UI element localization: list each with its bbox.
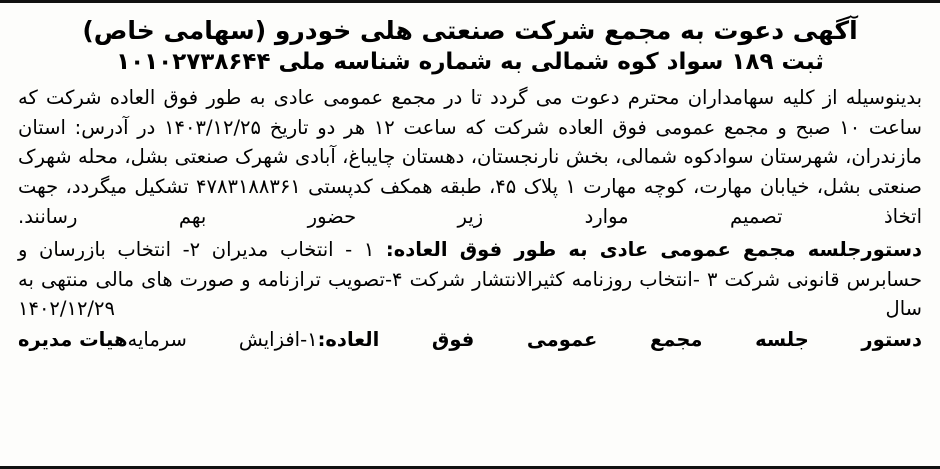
agenda-extraordinary-items: ۱-افزایش سرمایه [127, 328, 318, 351]
notice-headline: آگهی دعوت به مجمع شرکت صنعتی هلی خودرو (سهامی خاص) [82, 16, 858, 45]
agenda-ordinary-label: دستورجلسه مجمع عمومی عادی به طور فوق العاده: [385, 238, 923, 262]
agenda-extraordinary-label: دستور جلسه مجمع عمومی فوق العاده: [317, 328, 922, 351]
agenda-extraordinary-meeting [128, 328, 923, 351]
signature-board-of-directors: هیات مدیره [18, 328, 128, 351]
notice-footer [18, 328, 922, 351]
agenda-ordinary-items: ۱ - انتخاب مدیران ۲- انتخاب بازرسان و حسابرس قانونی شرکت ۳ -انتخاب روزنامه کثیرالانتشار شرکت ۴-تصویب ترازنامه و صورت های مالی منتهی به سال ۱۴۰۲/۱۲/۲۹ [18, 238, 922, 321]
notice-body [18, 15, 922, 351]
notice-subheadline-registration: ثبت ۱۸۹ سواد کوه شمالی به شماره شناسه ملی ۱۰۱۰۲۷۳۸۶۴۴ [116, 49, 824, 76]
agenda-ordinary-meeting [18, 235, 922, 324]
notice-main-paragraph: بدینوسیله از کلیه سهامداران محترم دعوت می گردد تا در مجمع عمومی عادی به طور فوق العاده شرکت که ساعت ۱۰ صبح و مجمع عمومی فوق العاده شرکت که ساعت ۱۲ هر دو تاریخ ۱۴۰۳/۱۲/۲۵ در آدرس: استان مازندران، شهرستان سوادکوه شمالی، بخش نارنجستان، دهستان چایباغ، آبادی شهرک صنعتی بشل، محله شهرک صنعتی بشل، خیابان مهارت، کوچه مهارت ۱ پلاک ۴۵، طبقه همکف کدپستی ۴۷۸۳۱۸۸۳۶۱ تشکیل میگردد، جهت اتخاذ تصمیم موارد زیر حضور بهم رسانند. [18, 86, 922, 228]
